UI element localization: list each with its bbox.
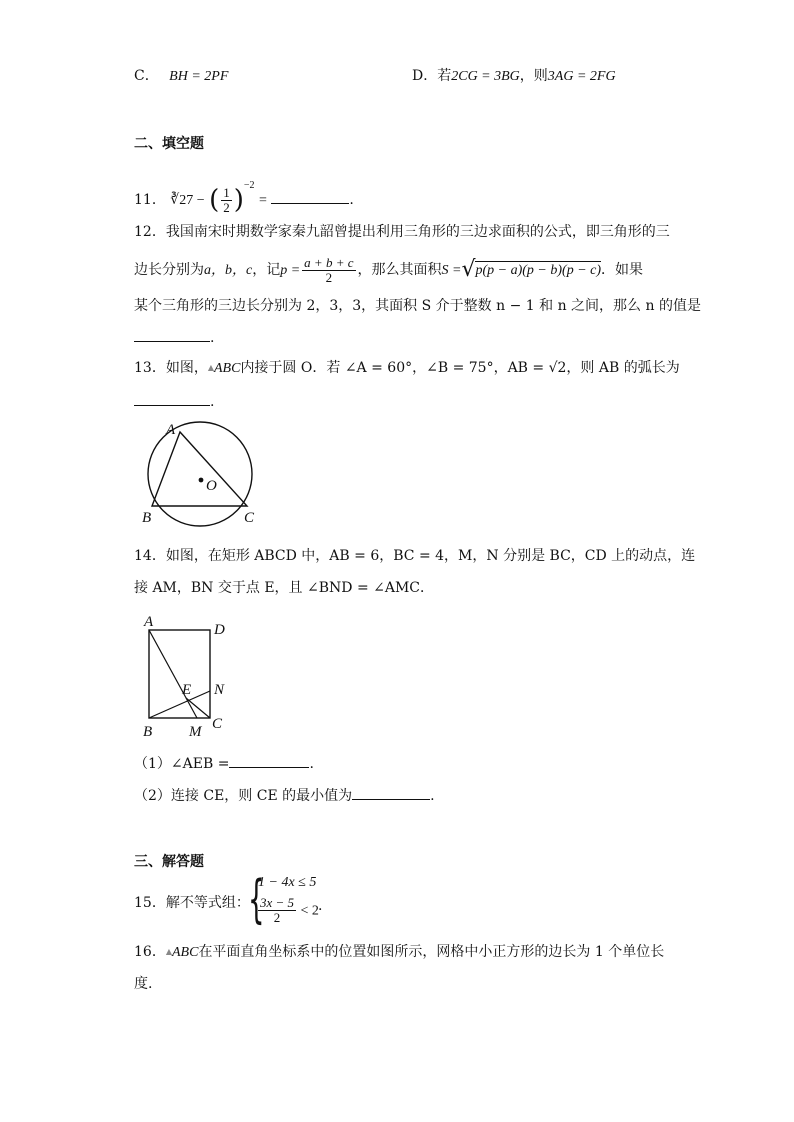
- q12-line2-post: ，那么其面积: [357, 262, 442, 278]
- q11-frac-num: 1: [223, 184, 230, 200]
- label-c: C: [212, 716, 223, 732]
- segment-ce: [186, 698, 210, 718]
- sqrt-icon: √: [461, 257, 476, 282]
- q14-sub1-blank[interactable]: [229, 754, 309, 768]
- triangle-icon: ▲: [207, 363, 214, 372]
- triangle-icon: ▲: [165, 947, 172, 956]
- q12-s-eq: S =: [441, 263, 462, 278]
- option-d-condition: 2CG = 3BG: [451, 69, 520, 84]
- q15-frac-den: 2: [273, 910, 281, 925]
- q13-pre: 13．如图，: [134, 360, 208, 376]
- brace-icon: {: [248, 870, 265, 930]
- label-c: C: [244, 510, 255, 526]
- q14-sub2-blank[interactable]: [352, 786, 430, 800]
- label-d: D: [214, 622, 225, 638]
- q12-line1: 12．我国南宋时期数学家秦九韶曾提出利用三角形的三边求面积的公式，即三角形的三: [134, 224, 670, 240]
- q11-fraction: [221, 186, 232, 215]
- q16-line2: 度.: [134, 976, 153, 992]
- option-c-expr: BH = 2PF: [169, 69, 229, 84]
- q11-equals: =: [258, 193, 267, 208]
- q12-p-eq: p =: [280, 263, 301, 278]
- q11-end: .: [349, 192, 354, 208]
- q16-text: 在平面直角坐标系中的位置如图所示，网格中小正方形的边长为 1 个单位长: [198, 944, 665, 960]
- q14-sub1: [134, 754, 314, 774]
- option-d-then: ，则: [519, 68, 548, 84]
- section-fill-in-title: 二、填空题: [134, 136, 204, 152]
- q12-frac-den: 2: [325, 269, 333, 285]
- option-c: [134, 66, 228, 87]
- q12-line3: 某个三角形的三边长分别为 2，3，3，其面积 S 介于整数 n − 1 和 n 之间，那么 n 的值是: [134, 298, 701, 314]
- q15-fraction: [258, 896, 296, 925]
- q15-end: .: [318, 898, 323, 914]
- center-point: [199, 478, 204, 483]
- q11-left-paren: (: [209, 185, 220, 215]
- q14-sub1-pre: （1）∠AEB =: [134, 756, 230, 772]
- q14-sub2: [134, 786, 435, 806]
- q12-line4: [134, 328, 214, 348]
- q11-frac-den: 2: [223, 199, 230, 215]
- triangle-abc: [152, 432, 247, 506]
- q12-sides: a，b，c: [204, 263, 253, 278]
- q11-cuberoot: ∛27 −: [170, 193, 205, 208]
- q12-fraction: [302, 256, 355, 285]
- option-d: [412, 66, 616, 87]
- label-o: O: [206, 478, 217, 494]
- q12-answer-blank[interactable]: [134, 328, 210, 342]
- q15-label: 15．解不等式组：: [134, 895, 250, 911]
- q15-ineq1: 1 − 4x ≤ 5: [258, 875, 317, 890]
- q16-line1: [134, 942, 664, 963]
- q13-answer-blank[interactable]: [134, 392, 210, 406]
- option-d-expr: 3AG = 2FG: [547, 69, 616, 84]
- option-c-label: C．: [134, 68, 159, 84]
- label-m: M: [189, 724, 202, 740]
- q13-abc: ABC: [213, 361, 241, 376]
- option-d-label: D．若: [412, 68, 452, 84]
- q11-answer-blank[interactable]: [271, 190, 349, 204]
- q14-line2: 接 AM，BN 交于点 E，且 ∠BND = ∠AMC．: [134, 580, 435, 596]
- label-a: A: [144, 614, 154, 630]
- q11-exponent: −2: [243, 180, 255, 191]
- q14-sub2-end: .: [430, 788, 435, 804]
- q12-line2-end: ．如果: [601, 262, 644, 278]
- label-b: B: [143, 724, 153, 740]
- q14-sub2-pre: （2）连接 CE，则 CE 的最小值为: [134, 788, 353, 804]
- q11-right-paren: ): [233, 185, 244, 215]
- figure-13-circle: [136, 418, 276, 528]
- q12-line2-mid: ，记: [252, 262, 281, 278]
- q12-line2: [134, 252, 643, 289]
- q14-line1: 14．如图，在矩形 ABCD 中，AB = 6，BC = 4，M，N 分别是 BC，CD 上的动点，连: [134, 548, 696, 564]
- q12-end: .: [210, 330, 215, 346]
- q16-pre: 16．: [134, 944, 166, 960]
- q15-ineq2: [258, 896, 319, 925]
- q15-rel: < 2: [300, 903, 319, 919]
- q14-sub1-end: .: [309, 756, 314, 772]
- figure-14-rectangle: [140, 612, 240, 742]
- label-n: N: [214, 682, 225, 698]
- q13-line2: [134, 392, 214, 412]
- segment-am: [149, 630, 197, 718]
- label-e: E: [182, 682, 192, 698]
- section-answer-title: 三、解答题: [134, 854, 204, 870]
- label-a: A: [166, 422, 176, 438]
- segment-bn: [149, 691, 210, 718]
- q15-frac-num: 3x − 5: [260, 895, 295, 910]
- q12-frac-num: a + b + c: [304, 254, 354, 270]
- label-b: B: [142, 510, 152, 526]
- q11-number: 11．: [134, 192, 166, 208]
- q13-text: 内接于圆 O．若 ∠A = 60°，∠B = 75°，AB = √2，则 AB 的弧长为: [240, 360, 680, 376]
- q12-line2-pre: 边长分别为: [134, 262, 204, 278]
- q13-end: .: [210, 394, 215, 410]
- question-11: [134, 168, 354, 219]
- q16-abc: ABC: [171, 945, 199, 960]
- q12-sqrt-body: p(p − a)(p − b)(p − c): [475, 263, 602, 278]
- q13-line1: [134, 358, 680, 379]
